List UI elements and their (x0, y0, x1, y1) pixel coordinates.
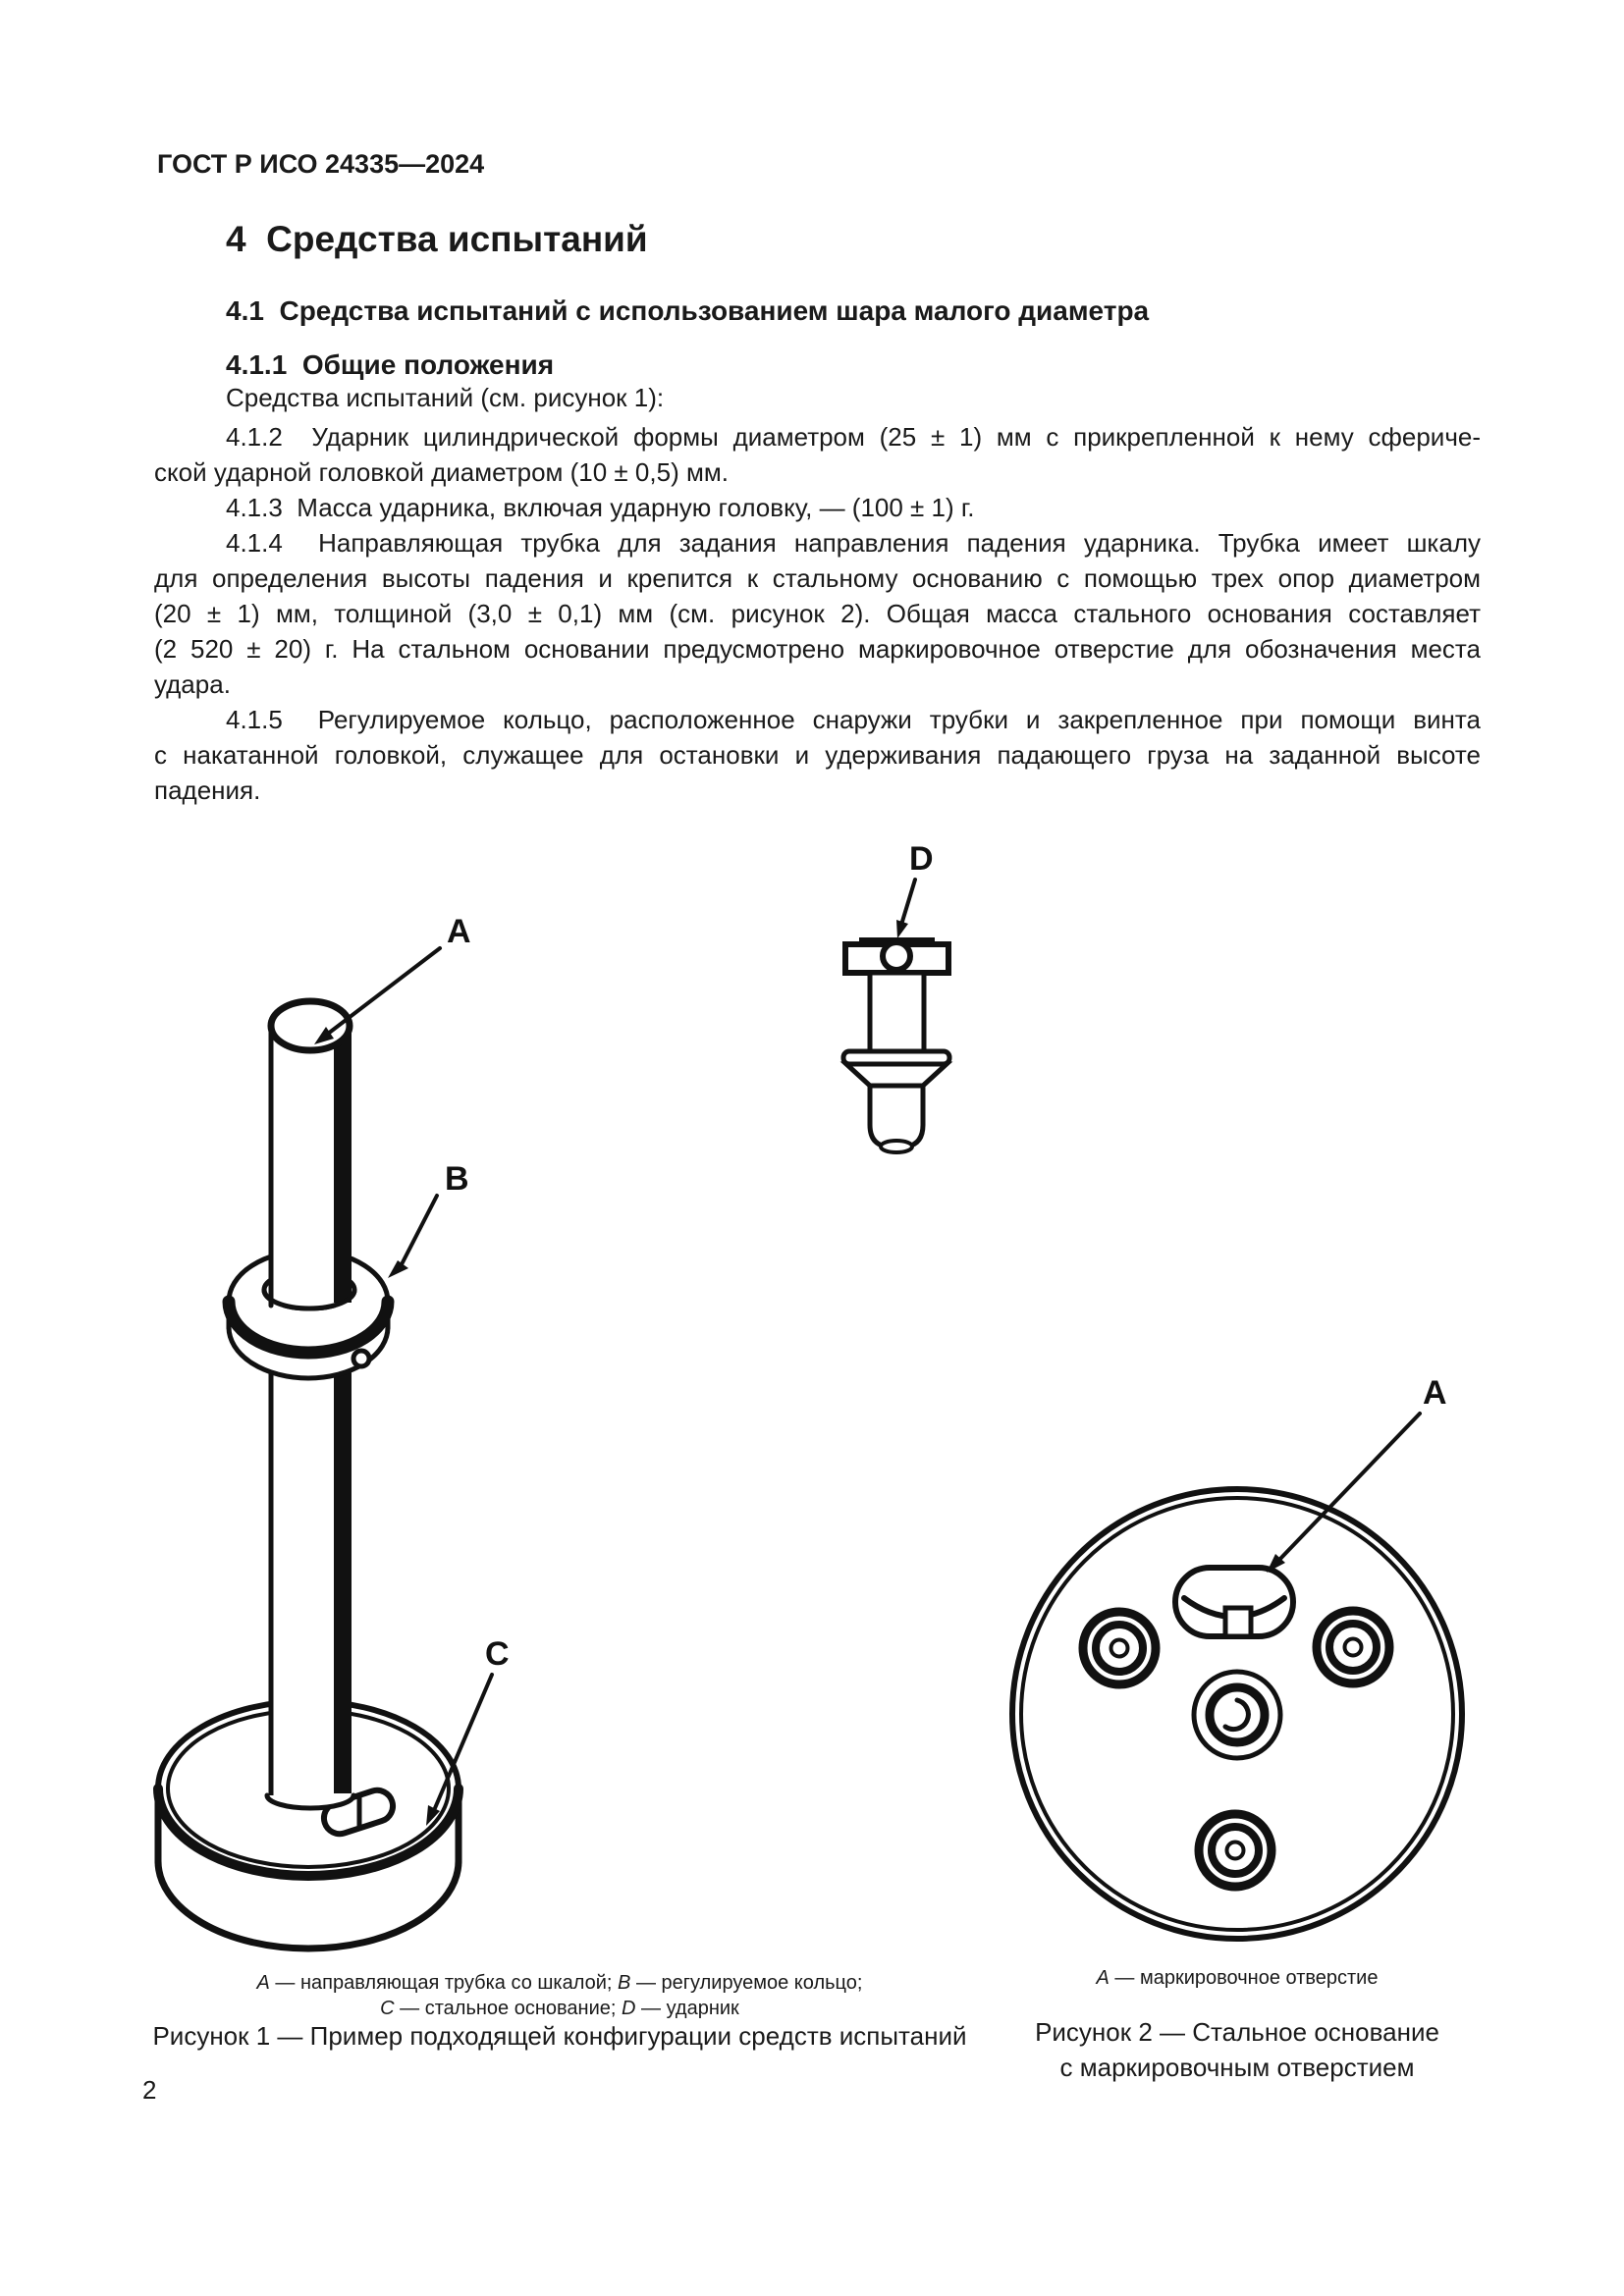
legend-text: — направляющая трубка со шкалой; (269, 1972, 619, 1994)
body-line: ской ударной головкой диаметром (10 ± 0,5) мм. (154, 457, 729, 487)
arrowhead (896, 920, 908, 938)
body-line: 4.1.5 Регулируемое кольцо, расположенное снаружи трубки и закрепленное при помощи винта (226, 705, 1481, 734)
arrowhead (388, 1260, 408, 1278)
figure1-label-d: D (909, 840, 934, 878)
figure2-center-hub (1194, 1672, 1280, 1758)
section-heading-4: 4 Средства испытаний (226, 219, 648, 259)
figure1-label-c: C (485, 1635, 510, 1673)
legend-key-c: C (380, 1998, 395, 2019)
legend-text: — регулируемое кольцо; (630, 1972, 863, 1994)
figure1-thumb-screw (353, 1351, 369, 1366)
figure1-legend-line1 (142, 1970, 977, 1996)
figure1-caption: Рисунок 1 — Пример подходящей конфигурации средств испытаний (152, 2021, 967, 2051)
body-line: 4.1.2 Ударник цилиндрической формы диаметром (25 ± 1) мм с прикрепленной к нему сфериче- (226, 422, 1481, 452)
body-line: удара. (154, 669, 231, 699)
figure1-callouts (314, 840, 934, 1826)
subsection-heading-4-1: 4.1 Средства испытаний с использованием шара малого диаметра (226, 295, 1150, 326)
body-line: (2 520 ± 20) г. На стальном основании предусмотрено маркировочное отверстие для обозначения места (154, 634, 1481, 664)
legend-key-d: D (622, 1998, 636, 2019)
figure1-guide-tube (267, 1001, 353, 1808)
body-line: 4.1.4 Направляющая трубка для задания направления падения ударника. Трубка имеет шкалу (226, 528, 1481, 558)
figure2-legend-line1 (967, 1965, 1507, 1991)
legend-key-b: B (618, 1972, 631, 1994)
legend-key-a: A (256, 1972, 270, 1994)
intro-line: Средства испытаний (см. рисунок 1): (226, 383, 665, 412)
figure1-adjustable-ring (229, 1245, 388, 1378)
figure2-legend (967, 1965, 1507, 1991)
figure2-steel-base-top-view (1012, 1374, 1462, 1939)
body-line: (20 ± 1) мм, толщиной (3,0 ± 0,1) мм (см. рисунок 2). Общая масса стального основания составляет (154, 599, 1481, 628)
figure2-support-left (1083, 1612, 1156, 1684)
figure2-support-right (1317, 1611, 1389, 1683)
body-line: падения. (154, 775, 261, 805)
figure2-support-bottom (1199, 1814, 1272, 1887)
figure1-striker (843, 939, 949, 1152)
figure2-caption-line1: Рисунок 2 — Стальное основание (1035, 2017, 1439, 2047)
body-line: 4.1.3 Масса ударника, включая ударную головку, — (100 ± 1) г. (226, 493, 975, 522)
figure1-label-a: A (447, 913, 471, 950)
legend-text: — маркировочное отверстие (1109, 1967, 1379, 1989)
legend-text: — ударник (635, 1998, 739, 2019)
legend-text: — стальное основание; (394, 1998, 623, 2019)
figure2-caption-line2: с маркировочным отверстием (1059, 2053, 1415, 2082)
subsection-heading-4-1-1: 4.1.1 Общие положения (226, 349, 555, 380)
page-number: 2 (142, 2075, 157, 2105)
figure2-label-a: A (1423, 1374, 1447, 1412)
body-line: с накатанной головкой, служащее для остановки и удерживания падающего груза на заданной высоте (154, 740, 1481, 770)
page-header-title: ГОСТ Р ИСО 24335—2024 (157, 149, 485, 179)
figure1-label-b: B (445, 1160, 469, 1198)
figure1-legend (142, 1970, 977, 2021)
legend-key-a: A (1096, 1967, 1110, 1989)
body-line: для определения высоты падения и крепится к стальному основанию с помощью трех опор диаметром (154, 563, 1481, 593)
figure2-caption (967, 2014, 1507, 2085)
